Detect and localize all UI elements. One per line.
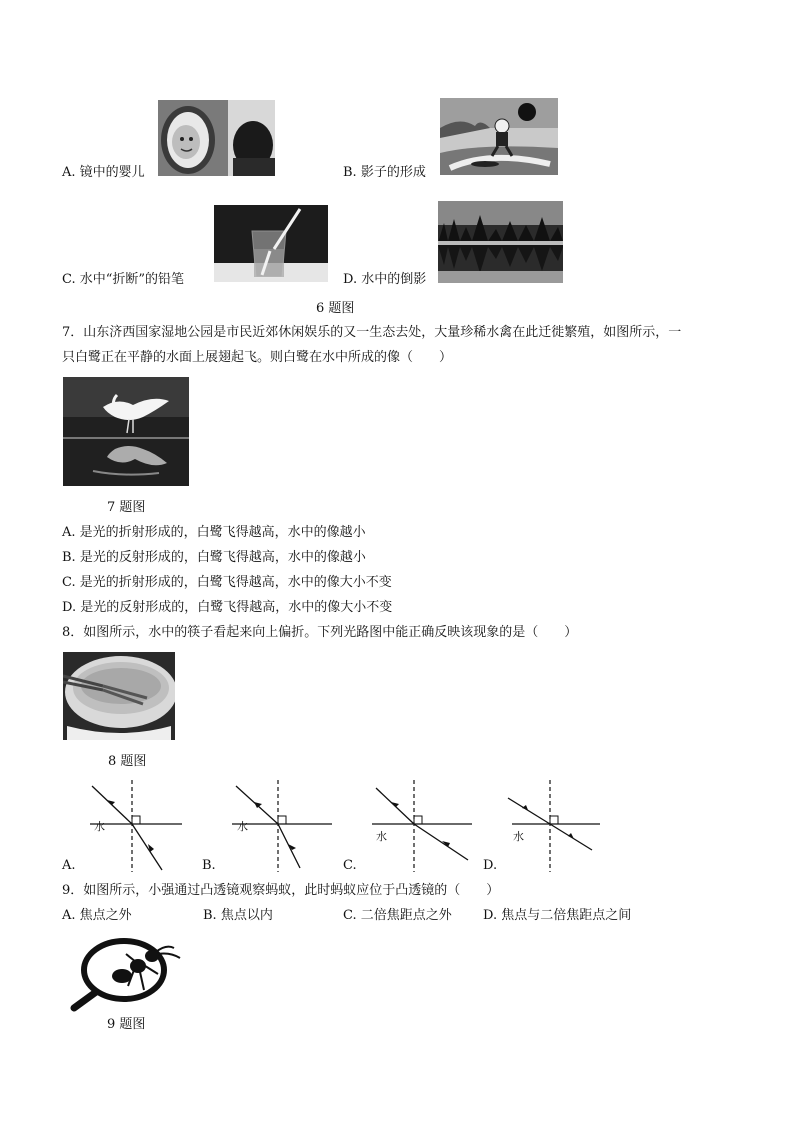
diagram-letter-a: A. [62,858,76,873]
option-letter: B. [343,165,357,180]
q6-option-b [343,165,426,181]
q6-option-a [62,165,145,181]
q9-option-b [203,908,273,924]
q7-caption: 7 题图 [107,500,146,515]
q6-option-c [62,272,184,288]
q8-caption: 8 题图 [108,754,147,769]
water-label: 水 [513,830,524,843]
option-text: 焦点以内 [220,908,273,923]
option-text: 水中“折断”的铅笔 [79,272,185,287]
option-text: 二倍焦距点之外 [360,908,452,923]
option-text: 镜中的婴儿 [79,165,145,180]
option-text: 焦点之外 [79,908,132,923]
shadow-cartoon-photo [440,98,558,175]
option-letter: A. [62,908,76,923]
q7-option-a [62,525,366,541]
ray-diagram-d [482,778,622,874]
option-letter: B. [62,550,76,565]
water-label: 水 [94,820,105,833]
option-letter: C. [62,575,76,590]
diagram-letter-d: D. [483,858,498,873]
option-letter: D. [483,908,498,923]
q9-stem: 9．如图所示，小强通过凸透镜观察蚂蚁，此时蚂蚁应位于凸透镜的（ ） [62,883,500,898]
q7-option-c [62,575,392,591]
option-letter: A. [62,525,76,540]
egret-photo [63,377,189,486]
q9-option-d [483,908,631,924]
option-text: 焦点与二倍焦距点之间 [501,908,632,923]
option-letter: C. [62,272,76,287]
option-text: 水中的倒影 [361,272,427,287]
q9-caption: 9 题图 [107,1017,146,1032]
ray-diagram-c [342,778,482,874]
diagram-letter-c: C. [343,858,357,873]
ray-diagram-a [62,778,202,874]
chopsticks-bowl-photo [63,652,175,740]
q7-option-b [62,550,366,566]
water-label: 水 [237,820,248,833]
diagram-letter-b: B. [202,858,216,873]
option-text: 是光的折射形成的，白鹭飞得越高，水中的像越小 [79,525,366,540]
pencil-in-glass-photo [214,205,328,282]
water-label: 水 [376,830,387,843]
option-letter: D. [343,272,358,287]
magnifier-ant-drawing [70,934,188,1014]
q9-option-c [343,908,452,924]
q7-stem-line1: 7．山东济西国家湿地公园是市民近郊休闲娱乐的又一生态去处，大量珍稀水禽在此迁徙繁殖，如图所示，一 [62,325,682,340]
q8-stem: 8．如图所示，水中的筷子看起来向上偏折。下列光路图中能正确反映该现象的是（ ） [62,625,578,640]
option-letter: B. [203,908,217,923]
q9-option-a [62,908,132,924]
q7-option-d [62,600,392,616]
q6-caption: 6 题图 [316,301,355,316]
ray-diagram-b [202,778,342,874]
option-text: 影子的形成 [360,165,426,180]
baby-mirror-photo [158,100,275,176]
q7-stem-line2: 只白鹭正在平静的水面上展翅起飞。则白鹭在水中所成的像（ ） [62,350,453,365]
option-text: 是光的反射形成的，白鹭飞得越高，水中的像大小不变 [80,600,393,615]
option-letter: D. [62,600,77,615]
q6-option-d [343,272,426,288]
option-text: 是光的折射形成的，白鹭飞得越高，水中的像大小不变 [79,575,392,590]
reflection-in-water-photo [438,201,563,283]
option-text: 是光的反射形成的，白鹭飞得越高，水中的像越小 [79,550,366,565]
option-letter: A. [62,165,76,180]
option-letter: C. [343,908,357,923]
